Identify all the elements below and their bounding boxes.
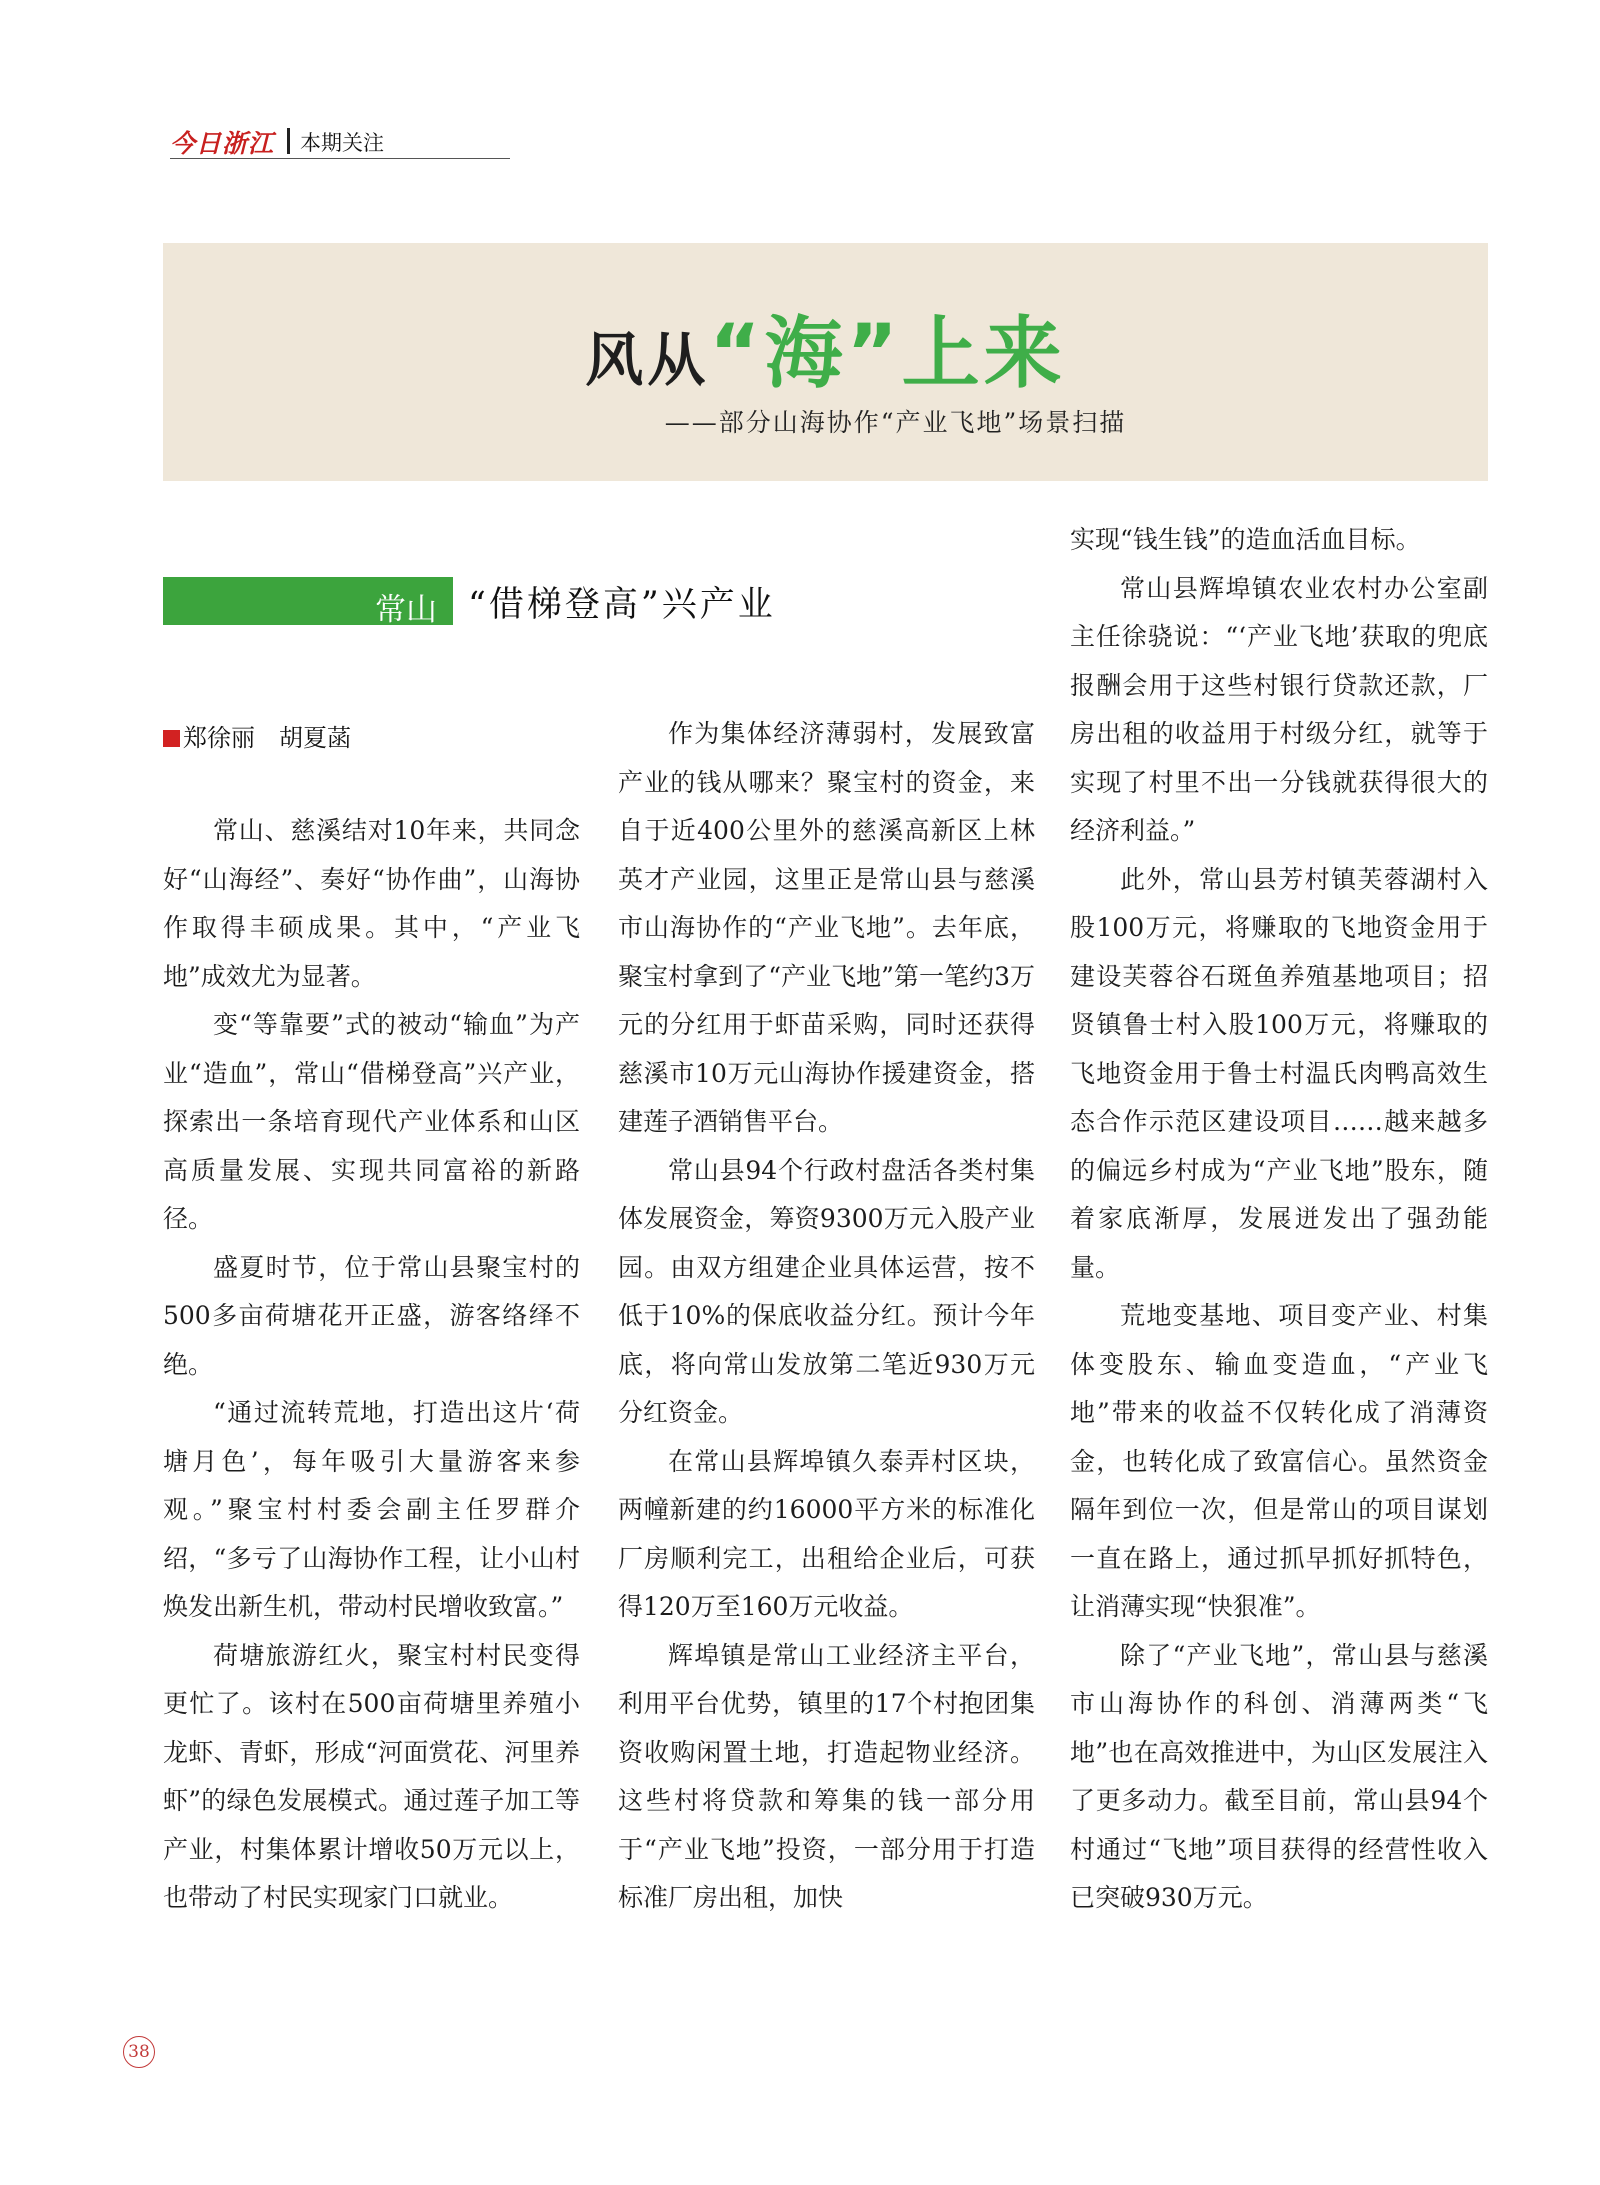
- paragraph: 荷塘旅游红火，聚宝村村民变得更忙了。该村在500亩荷塘里养殖小龙虾、青虾，形成“河面赏花、河里养虾”的绿色发展模式。通过莲子加工等产业，村集体累计增收50万元以上，也带动了村民实现家门口就业。: [163, 1640, 580, 1912]
- page-number: 38: [123, 2036, 155, 2068]
- red-square-icon: [163, 730, 180, 747]
- section-heading: “借梯登高”兴产业: [468, 585, 776, 625]
- article-title: [163, 291, 1488, 403]
- author-names: 郑徐丽 胡夏菡: [183, 724, 351, 752]
- title-banner: [163, 243, 1488, 481]
- title-prefix: 风从: [585, 326, 710, 394]
- paragraph: “通过流转荒地，打造出这片‘荷塘月色’，每年吸引大量游客来参观。”聚宝村村委会副主任罗群介绍，“多亏了山海协作工程，让小山村焕发出新生机，带动村民增收致富。”: [163, 1398, 580, 1621]
- text-column-2: [618, 710, 1035, 1923]
- text-column-3: [1070, 516, 1488, 1923]
- article-subtitle: ——部分山海协作“产业飞地”场景扫描: [664, 408, 1127, 437]
- paragraph: 作为集体经济薄弱村，发展致富产业的钱从哪来？聚宝村的资金，来自于近400公里外的慈溪高新区上林英才产业园，这里正是常山县与慈溪市山海协作的“产业飞地”。去年底，聚宝村拿到了“产业飞地”第一笔约3万元的分红用于虾苗采购，同时还获得慈溪市10万元山海协作援建资金，搭建莲子酒销售平台。: [618, 719, 1035, 1136]
- paragraph: 此外，常山县芳村镇芙蓉湖村入股100万元，将赚取的飞地资金用于建设芙蓉谷石斑鱼养殖基地项目；招贤镇鲁士村入股100万元，将赚取的飞地资金用于鲁士村温氏肉鸭高效生态合作示范区建设项目……越来越多的偏远乡村成为“产业飞地”股东，随着家底渐厚，发展迸发出了强劲能量。: [1070, 864, 1488, 1282]
- paragraph-continued: 实现“钱生钱”的造血活血目标。: [1070, 525, 1421, 554]
- paragraph: 辉埠镇是常山工业经济主平台，利用平台优势，镇里的17个村抱团集资收购闲置土地，打造起物业经济。这些村将贷款和筹集的钱一部分用于“产业飞地”投资，一部分用于打造标准厂房出租，加快: [618, 1640, 1035, 1912]
- byline: [163, 718, 351, 753]
- text-column-1: [163, 807, 580, 1923]
- paragraph: 除了“产业飞地”，常山县与慈溪市山海协作的科创、消薄两类“飞地”也在高效推进中，为山区发展注入了更多动力。截至目前，常山县94个村通过“飞地”项目获得的经营性收入已突破930万元。: [1070, 1640, 1488, 1912]
- page-header: [170, 124, 510, 159]
- paragraph: 在常山县辉埠镇久泰弄村区块，两幢新建的约16000平方米的标准化厂房顺利完工，出租给企业后，可获得120万至160万元收益。: [618, 1446, 1035, 1621]
- paragraph: 盛夏时节，位于常山县聚宝村的500多亩荷塘花开正盛，游客络绎不绝。: [163, 1252, 580, 1379]
- paragraph: 常山县94个行政村盘活各类村集体发展资金，筹资9300万元入股产业园。由双方组建企业具体运营，按不低于10%的保底收益分红。预计今年底，将向常山发放第二笔近930万元分红资金。: [618, 1155, 1035, 1427]
- paragraph: 荒地变基地、项目变产业、村集体变股东、输血变造血，“产业飞地”带来的收益不仅转化成了消薄资金，也转化成了致富信心。虽然资金隔年到位一次，但是常山的项目谋划一直在路上，通过抓早抓好抓特色，让消薄实现“快狠准”。: [1070, 1301, 1488, 1621]
- section-tag: [163, 577, 453, 628]
- paragraph: 常山县辉埠镇农业农村办公室副主任徐骁说：“‘产业飞地’获取的兜底报酬会用于这些村银行贷款还款，厂房出租的收益用于村级分红，就等于实现了村里不出一分钱就获得很大的经济利益。”: [1070, 573, 1488, 845]
- header-divider: [287, 128, 290, 154]
- section-label: 本期关注: [300, 131, 384, 155]
- paragraph: 变“等靠要”式的被动“输血”为产业“造血”，常山“借梯登高”兴产业，探索出一条培育现代产业体系和山区高质量发展、实现共同富裕的新路径。: [163, 1010, 580, 1233]
- magazine-logo: 今日浙江: [170, 129, 275, 158]
- paragraph: 常山、慈溪结对10年来，共同念好“山海经”、奏好“协作曲”，山海协作取得丰硕成果。其中，“产业飞地”成效尤为显著。: [163, 816, 580, 991]
- title-highlight: “海”上来: [709, 309, 1066, 399]
- section-place: 常山: [375, 592, 437, 628]
